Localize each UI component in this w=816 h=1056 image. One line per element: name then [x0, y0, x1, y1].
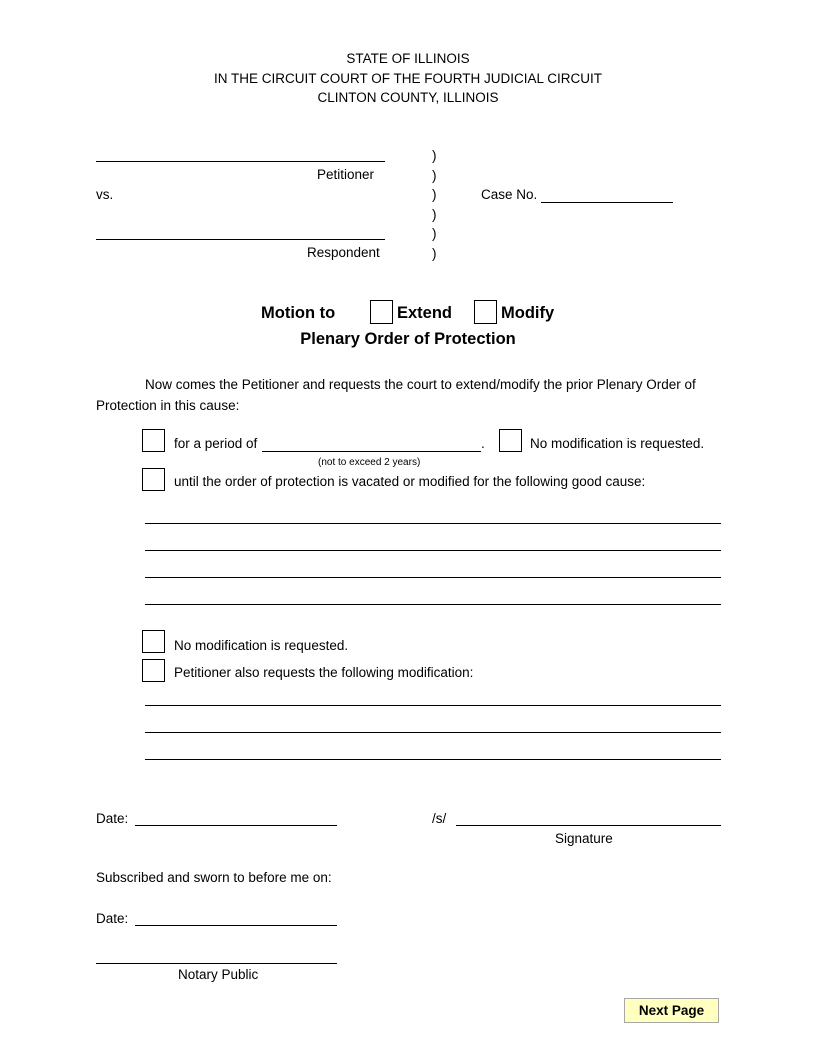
no-modification-label-2: No modification is requested. — [174, 638, 349, 653]
subscribed-label: Subscribed and sworn to before me on: — [96, 870, 332, 885]
no-modification-checkbox-2[interactable] — [142, 630, 165, 653]
petitioner-name-field[interactable] — [96, 161, 385, 162]
good-cause-line-3[interactable] — [145, 577, 721, 578]
no-modification-checkbox-1[interactable] — [499, 429, 522, 452]
period-label: for a period of — [174, 436, 258, 451]
date2-field[interactable] — [135, 925, 337, 926]
vs-label: vs. — [96, 187, 114, 202]
modification-line-1[interactable] — [145, 705, 721, 706]
good-cause-line-4[interactable] — [145, 604, 721, 605]
also-requests-label: Petitioner also requests the following modification: — [174, 665, 474, 680]
header-state: STATE OF ILLINOIS — [346, 51, 470, 66]
signature-field[interactable] — [456, 825, 721, 826]
period-dot: . — [481, 436, 485, 451]
header-court: IN THE CIRCUIT COURT OF THE FOURTH JUDICIAL CIRCUIT — [213, 71, 603, 86]
also-requests-checkbox[interactable] — [142, 659, 165, 682]
paren: ) — [432, 226, 437, 242]
date-label: Date: — [96, 811, 129, 826]
extend-label: Extend — [397, 304, 453, 322]
header-county: CLINTON COUNTY, ILLINOIS — [317, 90, 499, 105]
petitioner-label: Petitioner — [317, 167, 375, 182]
paren: ) — [432, 245, 437, 261]
respondent-label: Respondent — [307, 245, 380, 260]
subtitle: Plenary Order of Protection — [300, 330, 516, 348]
case-no-label: Case No. — [481, 187, 538, 202]
intro-line-1: Now comes the Petitioner and requests the court to extend/modify the prior Plenary Order of — [145, 377, 696, 392]
respondent-name-field[interactable] — [96, 239, 385, 240]
until-label: until the order of protection is vacated or modified for the following good cause: — [174, 474, 646, 489]
notary-label: Notary Public — [178, 967, 259, 982]
notary-field[interactable] — [96, 963, 337, 964]
s-label: /s/ — [432, 811, 447, 826]
modify-checkbox[interactable] — [474, 300, 497, 324]
caption-parens — [432, 146, 437, 264]
motion-to-label: Motion to — [261, 304, 336, 322]
good-cause-line-2[interactable] — [145, 550, 721, 551]
period-field[interactable] — [262, 451, 481, 452]
date-field[interactable] — [135, 825, 337, 826]
modification-line-3[interactable] — [145, 759, 721, 760]
until-checkbox[interactable] — [142, 468, 165, 491]
case-no-field[interactable] — [541, 202, 673, 203]
paren: ) — [432, 167, 437, 183]
date2-label: Date: — [96, 911, 129, 926]
modification-line-2[interactable] — [145, 732, 721, 733]
paren: ) — [432, 187, 437, 203]
good-cause-line-1[interactable] — [145, 523, 721, 524]
next-page-button[interactable]: Next Page — [624, 998, 719, 1023]
not-exceed-note: (not to exceed 2 years) — [318, 457, 421, 468]
no-modification-label-1: No modification is requested. — [530, 436, 705, 451]
paren: ) — [432, 148, 437, 163]
modify-label: Modify — [501, 304, 555, 322]
period-checkbox[interactable] — [142, 429, 165, 452]
signature-label: Signature — [555, 831, 613, 846]
intro-line-2: Protection in this cause: — [96, 398, 240, 413]
extend-checkbox[interactable] — [370, 300, 393, 324]
paren: ) — [432, 206, 437, 222]
